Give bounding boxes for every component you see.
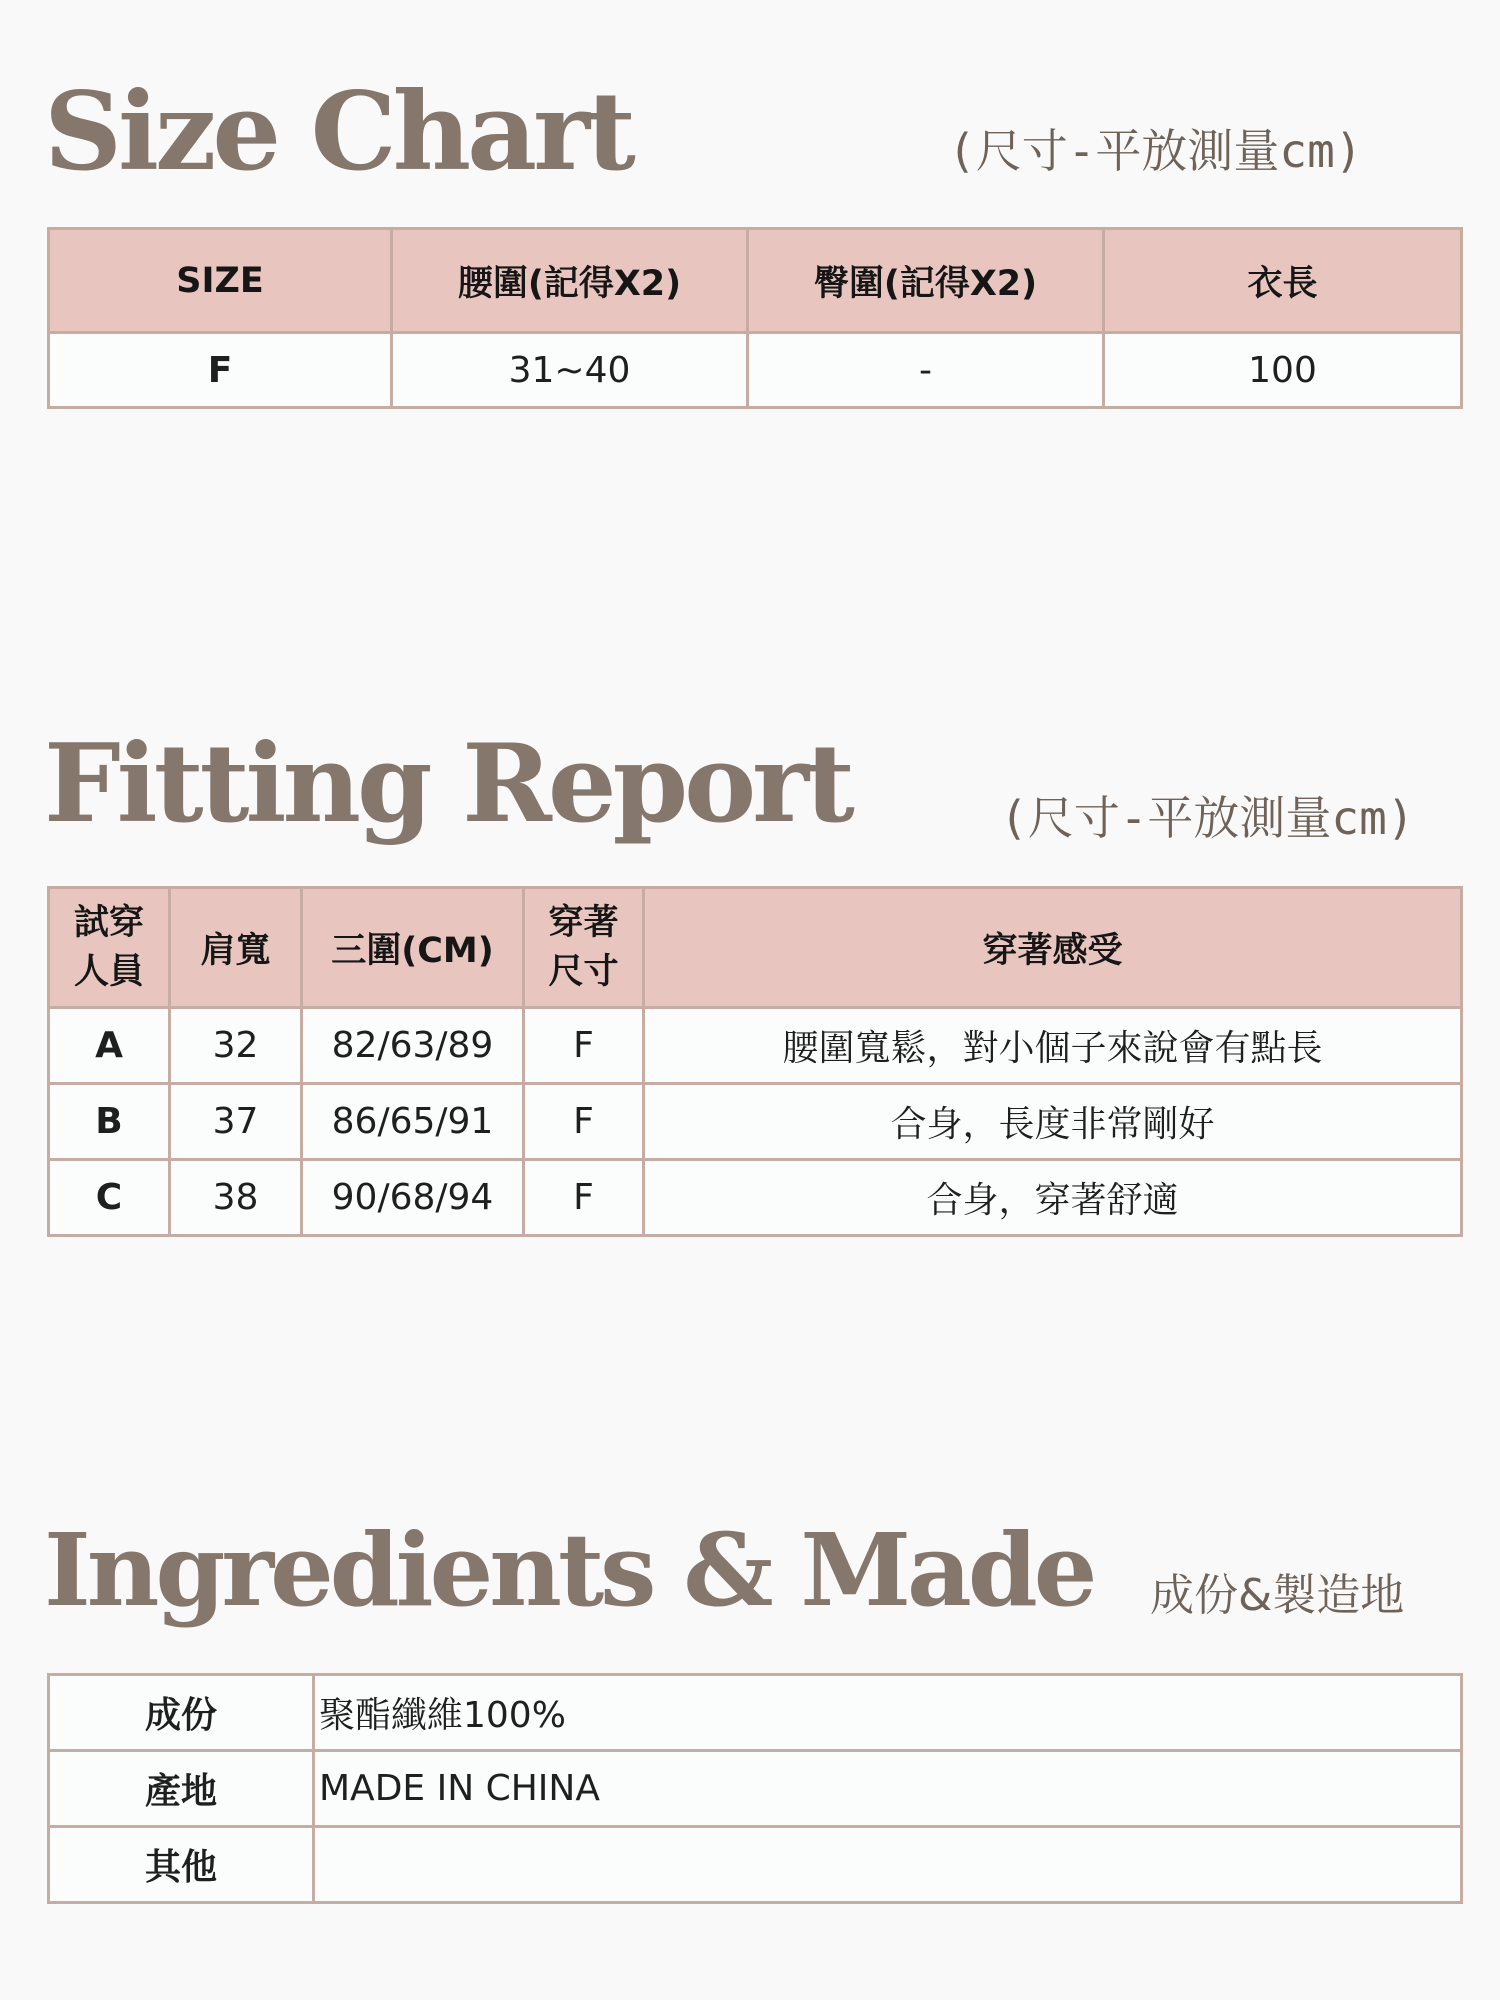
worn-size: F — [524, 1084, 644, 1160]
ingredient-value: 聚酯纖維100% — [314, 1675, 1462, 1751]
tester-name: A — [49, 1008, 170, 1084]
size-chart-header-waist: 腰圍(記得X2) — [392, 229, 748, 333]
measurements: 82/63/89 — [302, 1008, 524, 1084]
ingredients-subtitle: 成份&製造地 — [1150, 1570, 1405, 1621]
fitting-header-tester-label: 試穿 人員 — [73, 902, 144, 992]
other-value — [314, 1827, 1462, 1903]
fitting-header-shoulder: 肩寬 — [170, 888, 302, 1008]
fitting-header-row — [49, 888, 1462, 1008]
table-row — [49, 333, 1462, 408]
origin-value: MADE IN CHINA — [314, 1751, 1462, 1827]
fitting-header-worn-size — [524, 888, 644, 1008]
table-row — [49, 1084, 1462, 1160]
worn-size: F — [524, 1008, 644, 1084]
fit-feeling: 合身，長度非常剛好 — [644, 1084, 1462, 1160]
table-row — [49, 1008, 1462, 1084]
fitting-header-measurements: 三圍(CM) — [302, 888, 524, 1008]
table-row — [49, 1160, 1462, 1236]
fit-feeling: 合身，穿著舒適 — [644, 1160, 1462, 1236]
fitting-report-table — [47, 886, 1463, 1237]
size-chart-header-length: 衣長 — [1104, 229, 1462, 333]
table-row — [49, 1751, 1462, 1827]
fitting-report-title: Fitting Report — [44, 721, 851, 847]
fitting-header-worn-size-label: 穿著 尺寸 — [548, 902, 619, 992]
ingredient-label: 成份 — [49, 1675, 314, 1751]
origin-label: 產地 — [49, 1751, 314, 1827]
measurements: 86/65/91 — [302, 1084, 524, 1160]
shoulder-width: 37 — [170, 1084, 302, 1160]
fitting-header-tester — [49, 888, 170, 1008]
table-row — [49, 1827, 1462, 1903]
hip-value: - — [748, 333, 1104, 408]
ingredients-title: Ingredients & Made — [44, 1511, 1094, 1629]
fitting-report-subtitle: (尺寸-平放測量cm) — [1000, 791, 1415, 845]
table-row — [49, 1675, 1462, 1751]
size-chart-header-size: SIZE — [49, 229, 392, 333]
size-chart-header-row — [49, 229, 1462, 333]
fitting-header-feeling: 穿著感受 — [644, 888, 1462, 1008]
tester-name: B — [49, 1084, 170, 1160]
shoulder-width: 38 — [170, 1160, 302, 1236]
length-value: 100 — [1104, 333, 1462, 408]
shoulder-width: 32 — [170, 1008, 302, 1084]
measurements: 90/68/94 — [302, 1160, 524, 1236]
worn-size: F — [524, 1160, 644, 1236]
ingredients-table — [47, 1673, 1463, 1904]
waist-value: 31~40 — [392, 333, 748, 408]
fit-feeling: 腰圍寬鬆，對小個子來說會有點長 — [644, 1008, 1462, 1084]
size-value: F — [49, 333, 392, 408]
tester-name: C — [49, 1160, 170, 1236]
size-chart-subtitle: (尺寸-平放測量cm) — [948, 124, 1363, 178]
size-chart-table — [47, 227, 1463, 409]
other-label: 其他 — [49, 1827, 314, 1903]
size-chart-header-hip: 臀圍(記得X2) — [748, 229, 1104, 333]
size-chart-title: Size Chart — [44, 69, 632, 195]
